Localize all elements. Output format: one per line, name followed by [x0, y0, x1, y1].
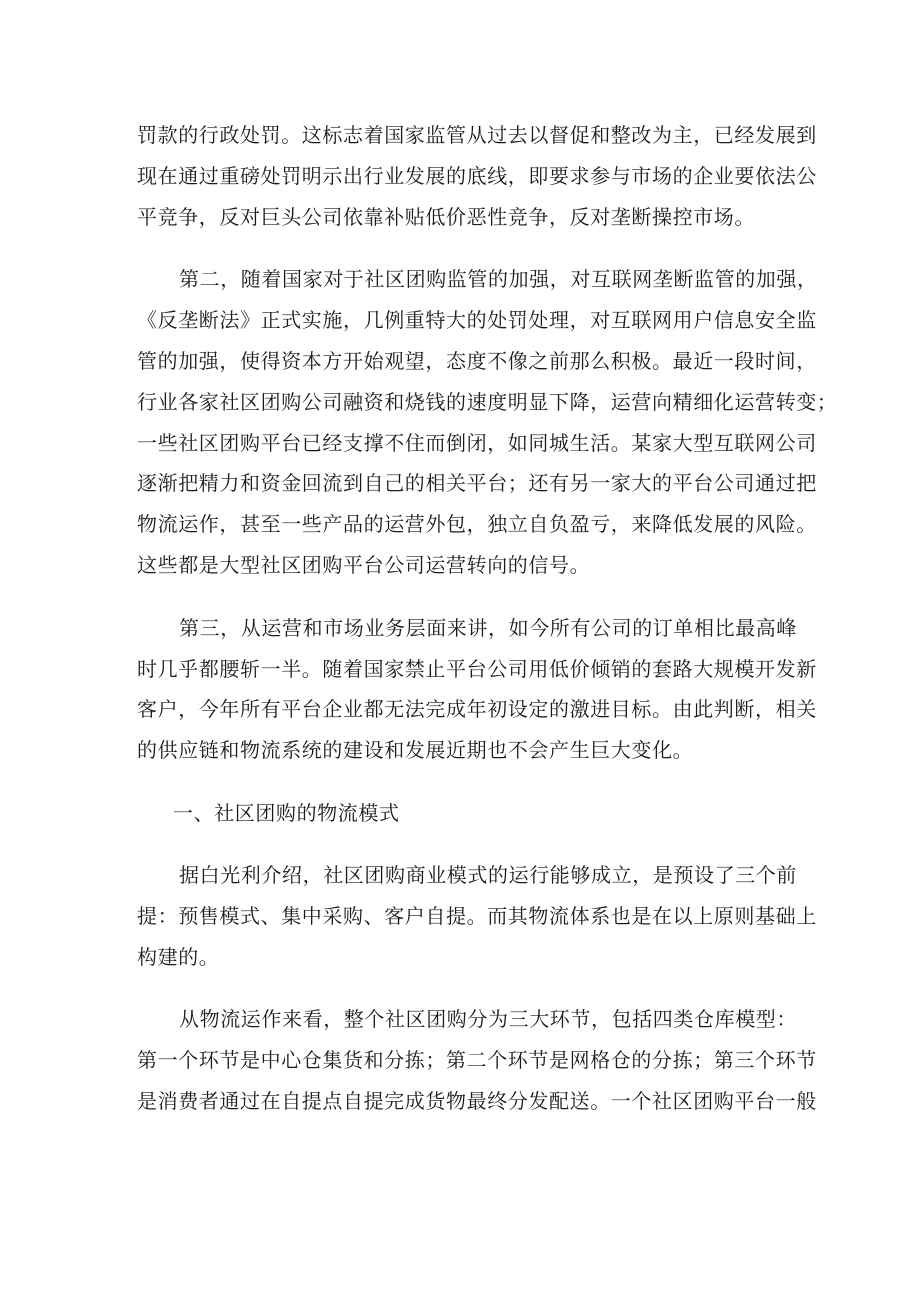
text-line: 时几乎都腰斩一半。随着国家禁止平台公司用低价倾销的套路大规模开发新 — [137, 656, 817, 681]
text-line: 客户，今年所有平台企业都无法完成年初设定的激进目标。由此判断，相关 — [137, 697, 817, 722]
text-line: 罚款的行政处罚。这标志着国家监管从过去以督促和整改为主，已经发展到 — [137, 123, 817, 147]
text-line: 《反垄断法》正式实施，几例重特大的处罚处理，对互联网用户信息安全监 — [137, 308, 817, 333]
text-line: 的供应链和物流系统的建设和发展近期也不会产生巨大变化。 — [137, 738, 694, 763]
text-line: 是消费者通过在自提点自提完成货物最终分发配送。一个社区团购平台一般 — [137, 1088, 817, 1113]
text-line: 物流运作，甚至一些产品的运营外包，独立自负盈亏，来降低发展的风险。 — [137, 512, 817, 537]
document-body — [137, 115, 838, 1144]
text-line: 构建的。 — [137, 944, 220, 969]
text-line: 提：预售模式、集中采购、客户自提。而其物流体系也是在以上原则基础上 — [137, 903, 817, 928]
text-line: 逐渐把精力和资金回流到自己的相关平台；还有另一家大的平台公司通过把 — [137, 471, 817, 496]
text-line: 行业各家社区团购公司融资和烧钱的速度明显下降，运营向精细化运营转变； — [137, 389, 838, 414]
text-line: 平竞争，反对巨头公司依靠补贴低价恶性竞争，反对垄断操控市场。 — [137, 204, 755, 229]
text-line: 一些社区团购平台已经支撑不住而倒闭，如同城生活。某家大型互联网公司 — [137, 430, 817, 455]
paragraph-penalty — [137, 115, 817, 237]
text-line: 第一个环节是中心仓集货和分拣；第二个环节是网格仓的分拣；第三个环节 — [137, 1048, 817, 1073]
text-line: 管的加强，使得资本方开始观望，态度不像之前那么积极。最近一段时间， — [137, 348, 817, 373]
text-line: 据白光利介绍，社区团购商业模式的运行能够成立，是预设了三个前 — [179, 862, 797, 887]
paragraph-third — [137, 608, 817, 771]
paragraph-second — [137, 259, 838, 585]
section-heading: 一、社区团购的物流模式 — [173, 800, 400, 825]
text-line: 第三，从运营和市场业务层面来讲，如今所有公司的订单相比最高峰 — [179, 615, 797, 640]
text-line: 从物流运作来看，整个社区团购分为三大环节，包括四类仓库模型： — [179, 1007, 797, 1032]
text-line: 现在通过重磅处罚明示出行业发展的底线，即要求参与市场的企业要依法公 — [137, 163, 817, 188]
text-line: 这些都是大型社区团购平台公司运营转向的信号。 — [137, 552, 591, 577]
paragraph-logistics — [137, 999, 817, 1121]
text-line: 第二，随着国家对于社区团购监管的加强，对互联网垄断监管的加强， — [179, 267, 818, 292]
paragraph-premise — [137, 855, 817, 977]
